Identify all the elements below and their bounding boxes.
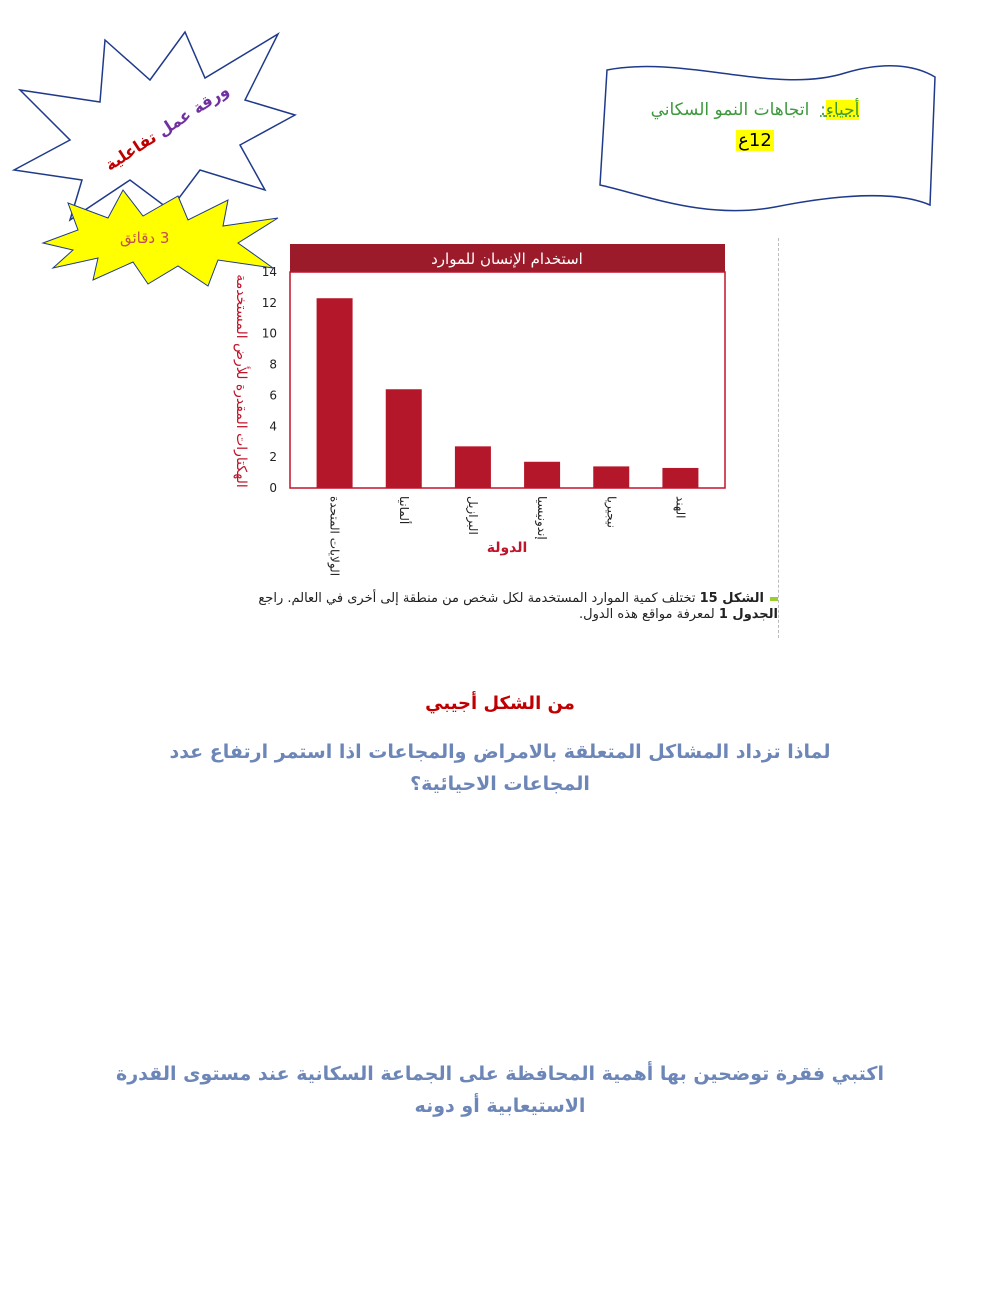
y-axis-title: الهكتارات المقدرة للأرض المستخدمة [233,274,249,488]
grade-label: 12ع [738,130,772,151]
y-tick-label: 2 [269,450,277,465]
y-tick-label: 8 [269,357,277,372]
chart-title: استخدام الإنسان للموارد [431,250,583,268]
figure-caption [243,591,778,623]
x-axis-labels [327,496,688,576]
worksheet-word-2: عمل [154,104,195,141]
grade-line [610,130,900,151]
caption-text: تختلف كمية الموارد المستخدمة لكل شخص من منطقة إلى أخرى في العالم. راجع [258,591,696,606]
section-heading: من الشكل أجيبي [425,693,575,714]
y-axis-ticks [262,265,277,495]
time-limit-label: 3 دقائق [120,229,170,247]
figure-divider [778,238,779,638]
question-1: لماذا تزداد المشاكل المتعلقة بالامراض والمجاعات اذا استمر ارتفاع عدد المجاعات الاحيائية؟ [169,741,831,795]
x-axis-title: الدولة [486,540,528,556]
y-tick-label: 4 [269,419,277,434]
topic-label: اتجاهات النمو السكاني [650,100,810,120]
resource-use-chart [225,236,735,576]
x-tick-label: البرازيل [465,496,480,535]
caption-marker [770,597,778,601]
caption-label: الشكل 15 [699,591,764,606]
caption-table-ref: الجدول 1 [718,607,778,622]
bar-1 [317,298,353,488]
bar-6 [662,468,698,488]
subject-label: أحياء [825,100,860,120]
x-tick-label: إندونيسيا [535,496,550,540]
worksheet-title: أحياء: اتجاهات النمو السكاني [650,100,860,120]
bar-4 [524,462,560,488]
x-tick-label: الولايات المتحدة [327,496,342,576]
bar-2 [386,389,422,488]
y-tick-label: 0 [269,481,277,495]
y-tick-label: 10 [261,326,277,341]
caption-text-end: لمعرفة مواقع هذه الدول. [579,607,715,622]
x-tick-label: ألمانيا [396,496,411,525]
x-tick-label: الهند [673,496,688,519]
worksheet-word-3: تفاعلية [101,127,160,175]
y-tick-label: 14 [261,265,277,279]
chart-plot-frame [290,272,725,488]
bar-5 [593,466,629,488]
worksheet-word-1: ورقة [188,80,233,118]
x-tick-label: نيجيريا [604,496,619,528]
bar-3 [455,446,491,488]
question-2: اكتبي فقرة توضحين بها أهمية المحافظة على الجماعة السكانية عند مستوى القدرة الاستيعابية أو دونه [116,1063,884,1117]
y-tick-label: 6 [269,388,277,403]
chart-bars [317,298,699,488]
y-tick-label: 12 [261,295,277,310]
